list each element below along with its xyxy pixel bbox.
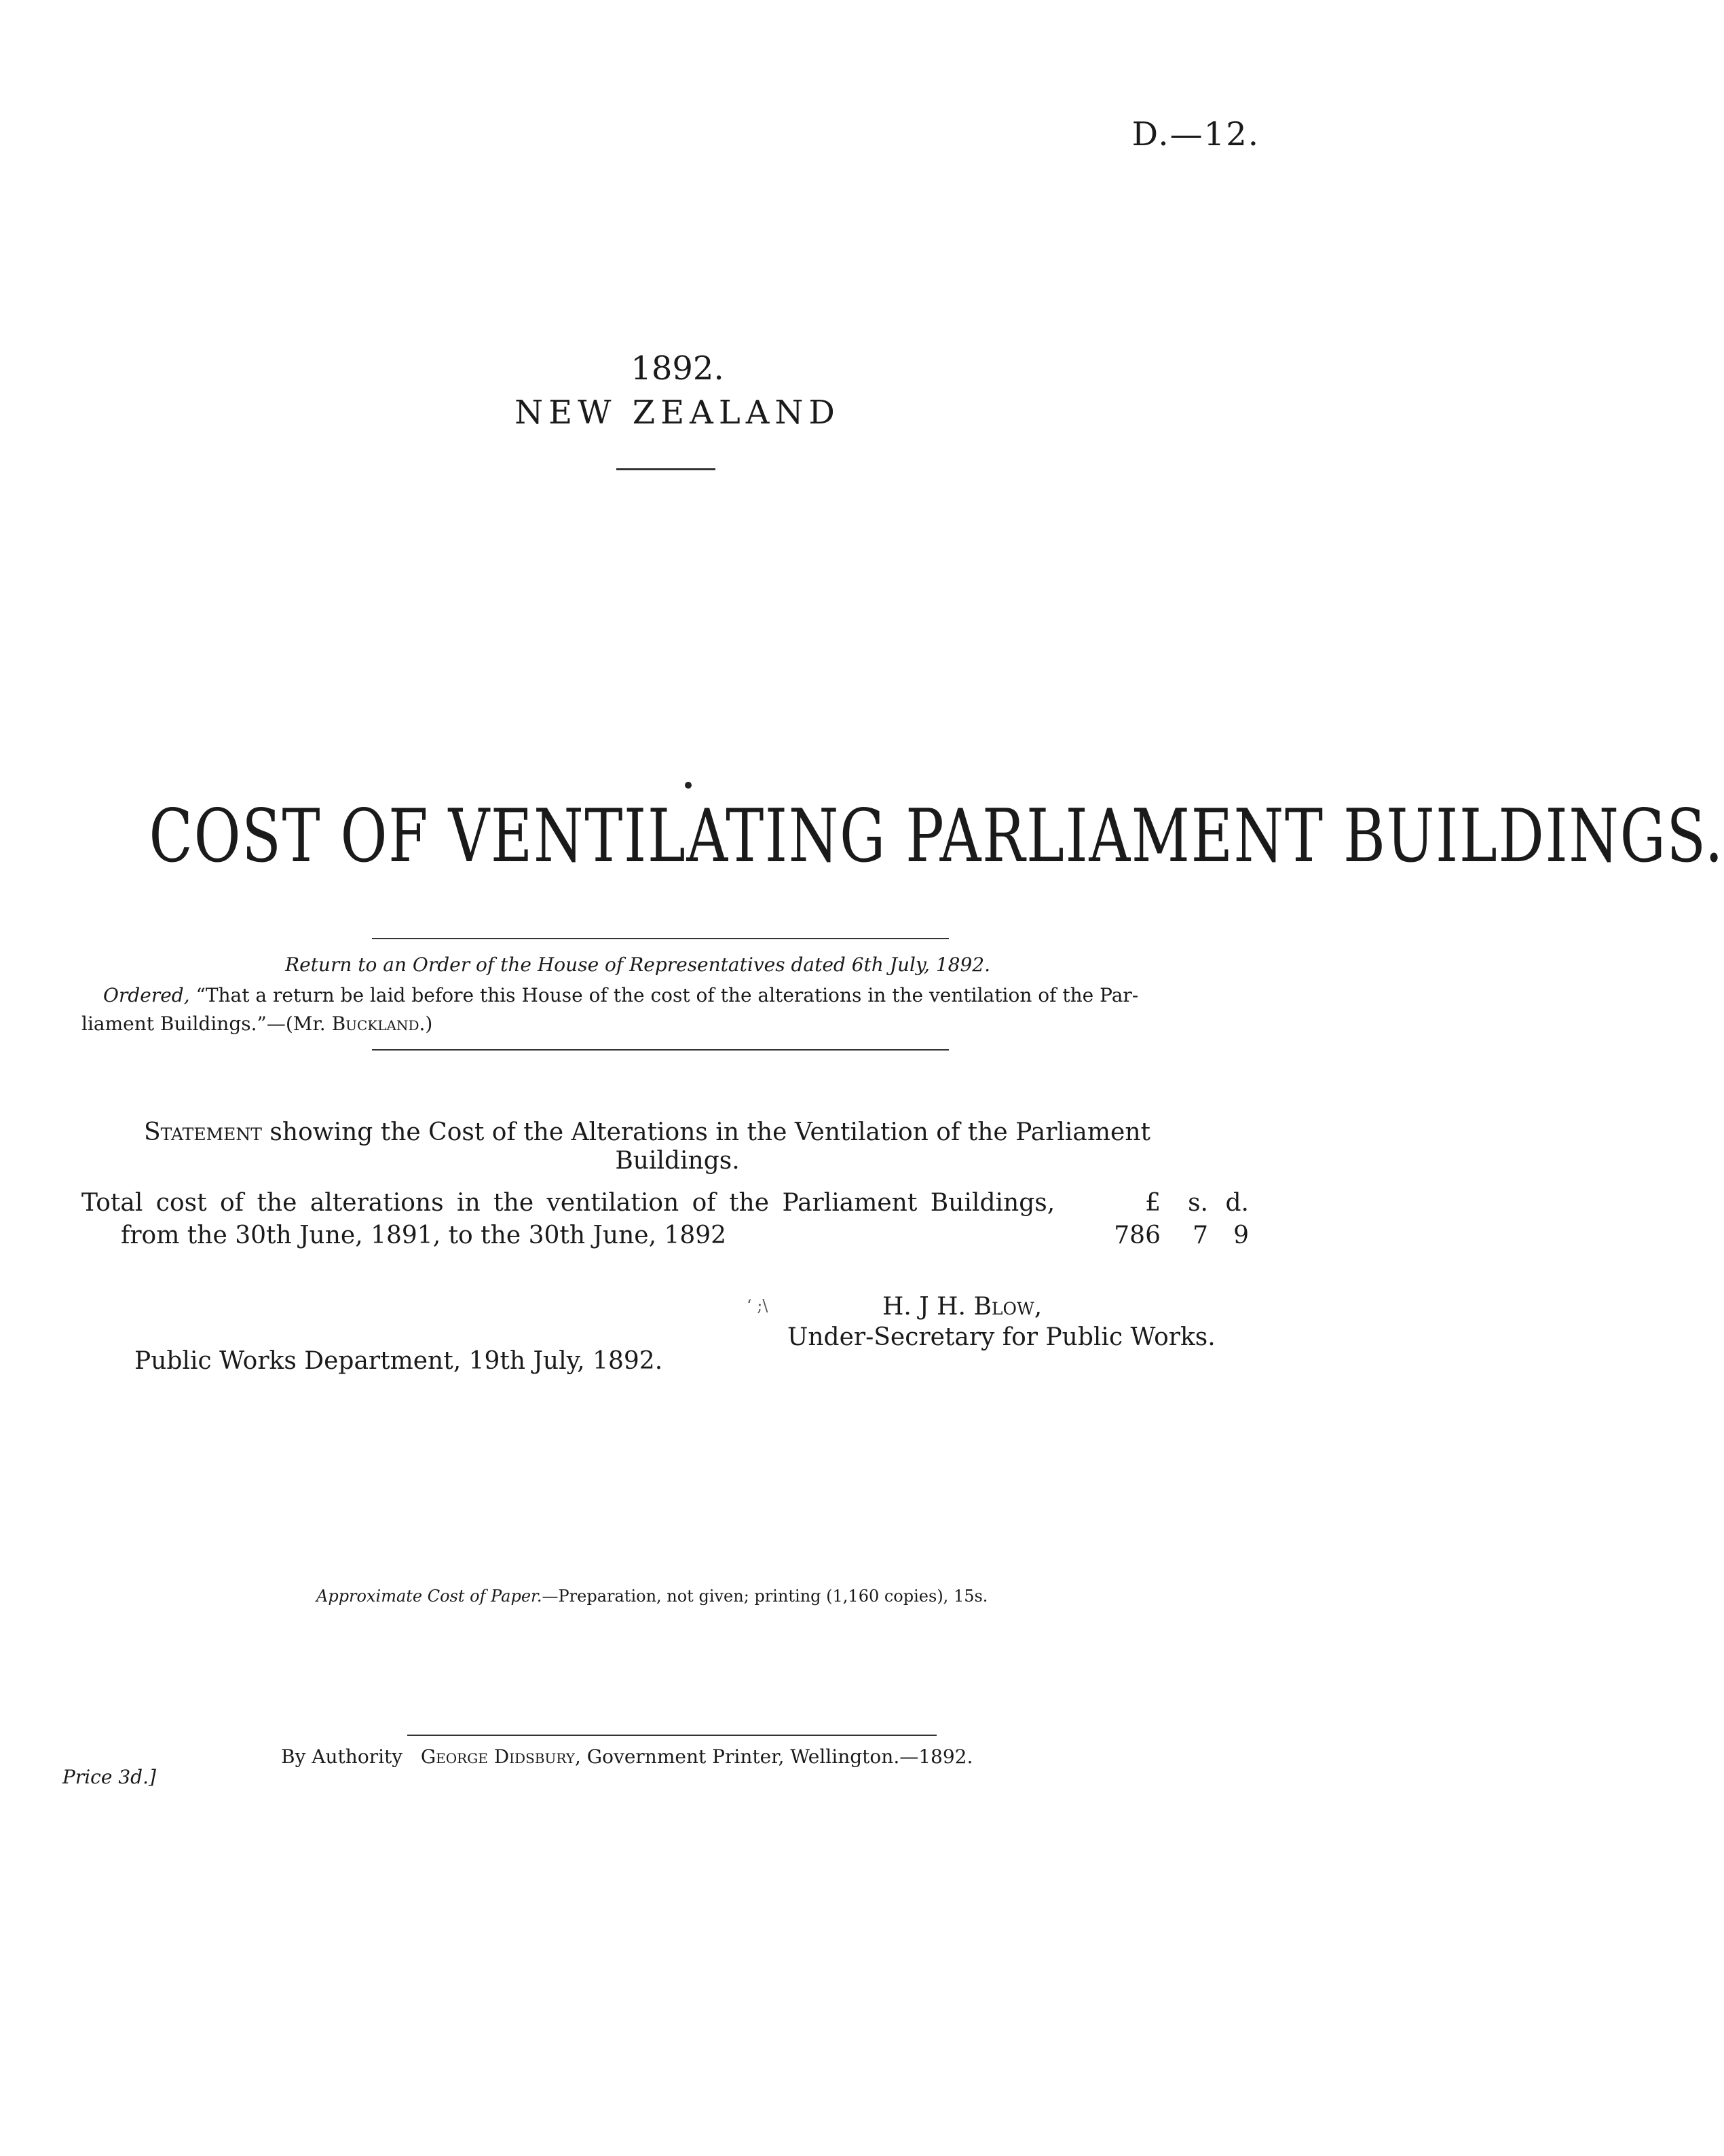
divider-rule bbox=[407, 1735, 937, 1736]
price-note: Price 3d.] bbox=[62, 1766, 156, 1788]
printer-imprint bbox=[281, 1745, 973, 1768]
print-speck bbox=[685, 782, 692, 789]
statement-heading-rest: showing the Cost of the Alterations in the Ventilation of the Parliament bbox=[261, 1118, 1150, 1146]
currency-values bbox=[1113, 1222, 1249, 1249]
signature-mark: ‘ ;\ bbox=[747, 1296, 768, 1315]
ordered-text-line-2 bbox=[81, 1013, 432, 1035]
ordered-text: “That a return be laid before this House of the cost of the alterations in the ventilation of the Par- bbox=[189, 984, 1139, 1006]
signatory-name-b: low bbox=[991, 1293, 1034, 1321]
shillings-label: s. bbox=[1188, 1189, 1208, 1217]
document-year: 1892. bbox=[631, 349, 724, 387]
pounds-label: £ bbox=[1145, 1189, 1161, 1217]
divider-rule bbox=[372, 938, 949, 939]
statement-heading-line-2: Buildings. bbox=[615, 1147, 740, 1175]
signatory-title: Under-Secretary for Public Works. bbox=[787, 1323, 1216, 1351]
document-reference: D.—12. bbox=[1131, 115, 1260, 153]
divider-rule bbox=[372, 1049, 949, 1051]
ordered-text-line-1 bbox=[103, 984, 1138, 1006]
printer-rest: , Government Printer, Wellington.—1892. bbox=[575, 1745, 973, 1768]
total-cost-line-2: from the 30th June, 1891, to the 30th June, 1892 bbox=[121, 1222, 727, 1249]
ordered-text-continued: liament Buildings.”—(Mr. bbox=[81, 1013, 332, 1035]
cost-note-label: Approximate Cost of Paper. bbox=[316, 1587, 542, 1606]
document-title: COST OF VENTILATING PARLIAMENT BUILDINGS. bbox=[149, 794, 1724, 879]
pence-value: 9 bbox=[1233, 1222, 1249, 1249]
return-order-line: Return to an Order of the House of Representatives dated 6th July, 1892. bbox=[285, 953, 991, 976]
divider-rule bbox=[616, 468, 715, 470]
ordered-member: Buckland bbox=[331, 1013, 419, 1035]
document-country: NEW ZEALAND bbox=[514, 394, 840, 432]
cost-of-paper-note bbox=[316, 1587, 988, 1606]
total-cost-line-1: Total cost of the alterations in the ventilation of the Parliament Buildings, bbox=[81, 1189, 1055, 1217]
shillings-value: 7 bbox=[1193, 1222, 1208, 1249]
ordered-label: Ordered, bbox=[103, 984, 190, 1006]
signatory-name bbox=[882, 1293, 1042, 1321]
printer-name: George Didsbury bbox=[420, 1745, 575, 1768]
cost-note-text: —Preparation, not given; printing (1,160 copies), 15s. bbox=[542, 1587, 988, 1606]
by-authority: By Authority bbox=[281, 1745, 403, 1768]
pence-label: d. bbox=[1225, 1189, 1249, 1217]
pounds-value: 786 bbox=[1114, 1222, 1161, 1249]
statement-word: Statement bbox=[144, 1118, 262, 1146]
signatory-name-a: H. J H. B bbox=[882, 1293, 992, 1321]
signatory-name-c: , bbox=[1034, 1293, 1043, 1321]
statement-heading bbox=[144, 1118, 1150, 1146]
department-date-line: Public Works Department, 19th July, 1892. bbox=[134, 1347, 663, 1375]
currency-header bbox=[1113, 1189, 1249, 1217]
ordered-text-end: .) bbox=[419, 1013, 433, 1035]
